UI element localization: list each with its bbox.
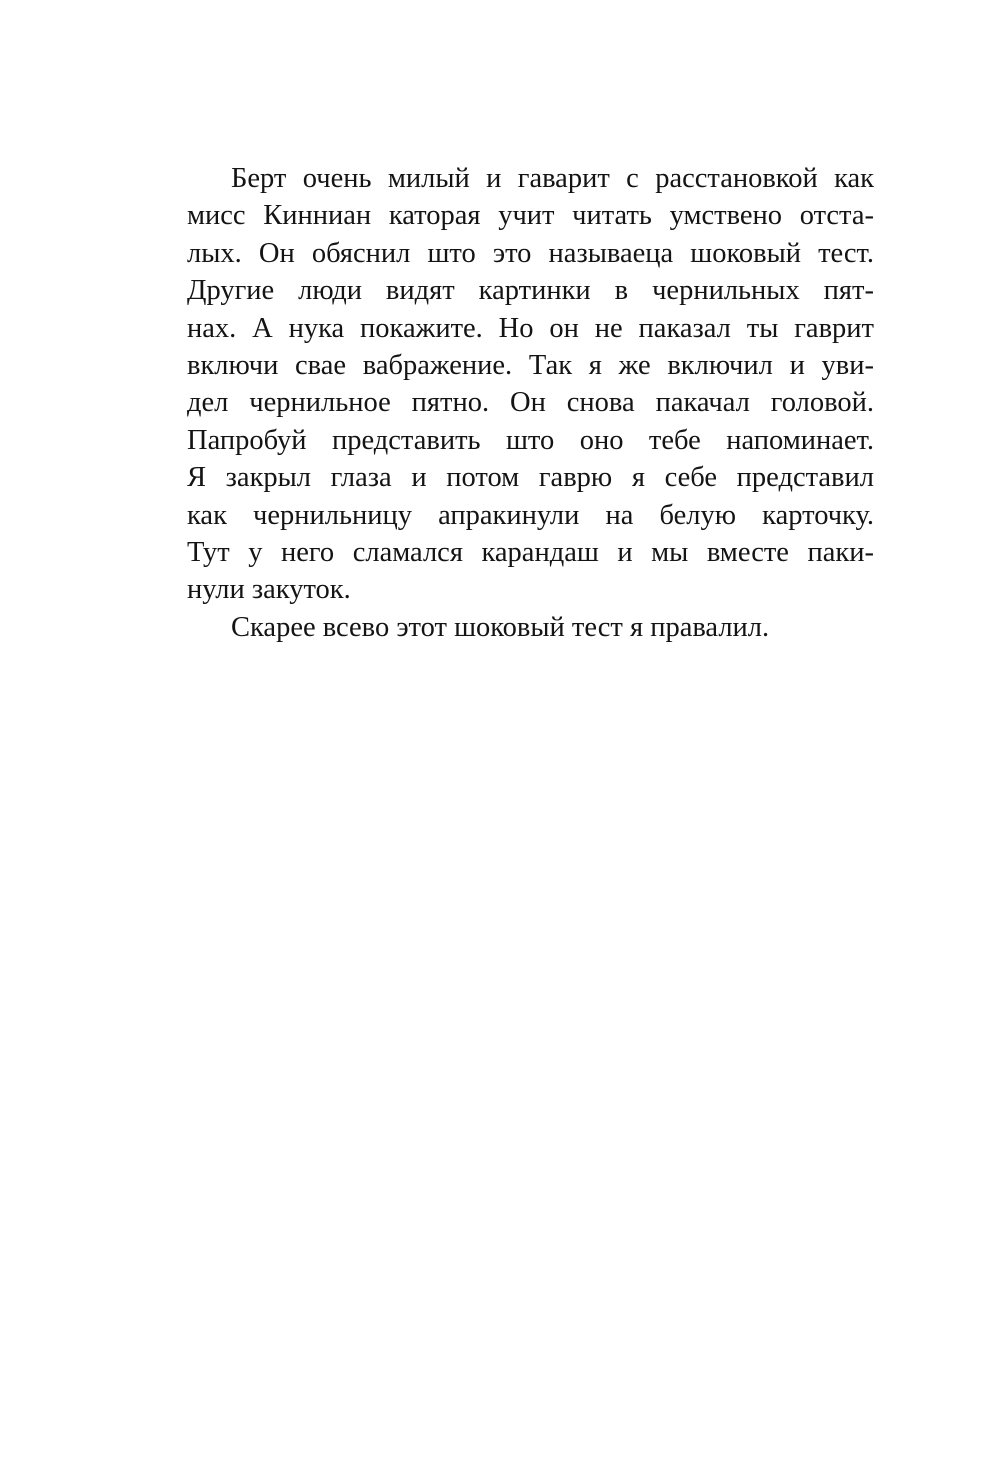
text-line: нули закуток. <box>187 574 351 606</box>
text-line: дел чернильное пятно. Он снова пакачал головой. <box>187 387 874 419</box>
text-line: мисс Кинниан каторая учит читать умствено отста- <box>187 200 874 232</box>
text-line: Скарее всево этот шоковый тест я правалил. <box>231 611 770 643</box>
text-line: Берт очень милый и гаварит с расстановкой как <box>231 163 874 194</box>
paragraph <box>187 609 874 646</box>
body-text <box>187 160 874 646</box>
text-line: включи свае вабражение. Так я же включил и уви- <box>187 349 874 381</box>
text-line: Папробуй представить што оно тебе напоминает. <box>187 424 874 456</box>
text-line: Тут у него сламался карандаш и мы вместе паки- <box>187 536 874 568</box>
text-line: как чернильницу апракинули на белую карточку. <box>187 499 874 531</box>
paragraph <box>187 160 874 609</box>
text-line: лых. Он обяснил што это называеца шоковый тест. <box>187 237 874 269</box>
text-line: нах. А нука покажите. Но он не паказал ты гаврит <box>187 312 874 344</box>
text-line: Другие люди видят картинки в чернильных пят- <box>187 275 874 307</box>
text-line: Я закрыл глаза и потом гаврю я себе представил <box>187 462 874 494</box>
